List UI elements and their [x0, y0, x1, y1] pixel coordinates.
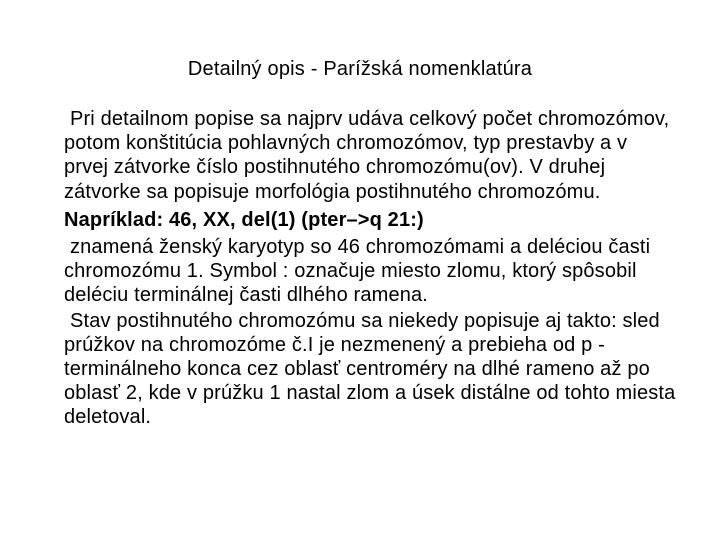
- paragraph-explanation-text: znamená ženský karyotyp so 46 chromozómami a deléciou časti chromozómu 1. Symbol : označuje miesto zlomu, ktorý spôsobil deléciu terminálnej časti dlhého ramena.: [64, 236, 651, 307]
- paragraph-alternative-text: Stav postihnutého chromozómu sa niekedy popisuje aj takto: sled prúžkov na chromozóme č.I je nezmenený a prebieha od p - terminálneho konca cez oblasť centroméry na dlhé rameno až po oblasť 2, kde v prúžku 1 nastal zlom a úsek distálne od tohto miesta deletoval.: [64, 309, 676, 429]
- slide-body: [64, 107, 676, 430]
- slide-title: Detailný opis - Parížská nomenklatúra: [187, 58, 533, 80]
- paragraph-intro: [64, 107, 676, 204]
- paragraph-intro-text: Pri detailnom popise sa najprv udáva celkový počet chromozómov, potom konštitúcia pohlavných chromozómov, typ prestavby a v prvej zátvorke číslo postihnutého chromozómu(ov). V druhej zátvorke sa popisuje morfológia postihnutého chromozómu.: [64, 108, 670, 203]
- example-notation: Napríklad: 46, XX, del(1) (pter–>q 21:): [64, 208, 424, 231]
- paragraph-alternative: [64, 309, 676, 430]
- paragraph-explanation: [64, 235, 676, 308]
